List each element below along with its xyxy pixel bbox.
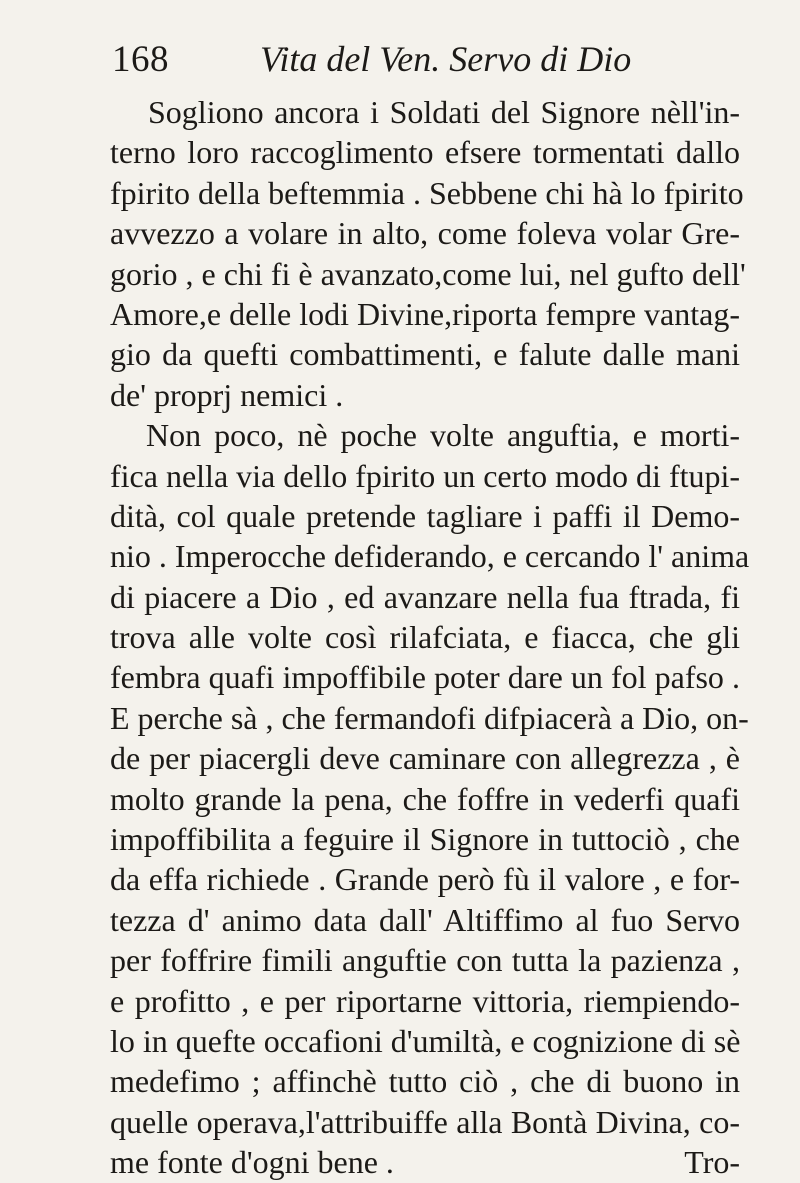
catchword: Tro- <box>684 1144 740 1181</box>
text-line: lo in quefte occafioni d'umiltà, e cognizione di sè <box>110 1022 741 1059</box>
text-line: medefimo ; affinchè tutto ciò , che di buono in <box>110 1063 740 1100</box>
text-line: di piacere a Dio , ed avanzare nella fua ftrada, fi <box>110 578 740 615</box>
text-line: nio . Imperocche defiderando, e cercando l' anima <box>110 538 750 575</box>
text-line: de' proprj nemici . <box>110 376 344 413</box>
text-line: gorio , e chi fi è avanzato,come lui, nel gufto dell' <box>110 255 746 292</box>
text-line: molto grande la pena, che foffre in vederfi quafi <box>110 780 740 817</box>
text-line: da effa richiede . Grande però fù il valore , e for- <box>110 861 740 898</box>
text-line: dità, col quale pretende tagliare i paffi il Demo- <box>110 497 740 534</box>
text-line: Amore,e delle lodi Divine,riporta fempre vantag- <box>110 295 740 332</box>
text-line: fica nella via dello fpirito un certo modo di ftupi- <box>110 457 741 494</box>
text-line: avvezzo a volare in alto, come foleva volar Gre- <box>110 215 740 252</box>
text-line: impoffibilita a feguire il Signore in tuttociò , che <box>110 821 740 858</box>
text-line: terno loro raccoglimento efsere tormentati dallo <box>110 134 740 171</box>
page-header <box>112 38 732 88</box>
text-line: fembra quafi impoffibile poter dare un fol pafso . <box>110 659 740 696</box>
text-line: me fonte d'ogni bene . <box>110 1144 394 1181</box>
page-number: 168 <box>112 39 169 80</box>
text-line: gio da quefti combattimenti, e falute dalle mani <box>110 336 740 373</box>
text-line: per foffrire fimili anguftie con tutta la pazienza , <box>110 942 740 979</box>
text-line: e profitto , e per riportarne vittoria, riempiendo- <box>110 982 740 1019</box>
text-line: de per piacergli deve caminare con allegrezza , è <box>110 740 740 777</box>
body-text <box>110 92 750 1183</box>
text-line: E perche sà , che fermandofi difpiacerà a Dio, on- <box>110 699 749 736</box>
text-line: fpirito della beftemmia . Sebbene chi hà lo fpirito <box>110 174 744 211</box>
running-title: Vita del Ven. Servo di Dio <box>260 39 632 79</box>
text-line: trova alle volte così rilafciata, e fiacca, che gli <box>110 619 740 656</box>
text-line: Sogliono ancora i Soldati del Signore nèll'in- <box>148 94 740 130</box>
text-line: quelle operava,l'attribuiffe alla Bontà Divina, co- <box>110 1103 740 1140</box>
text-line: Non poco, nè poche volte anguftia, e morti- <box>146 417 740 454</box>
text-line: tezza d' animo data dall' Altiffimo al fuo Servo <box>110 901 740 938</box>
